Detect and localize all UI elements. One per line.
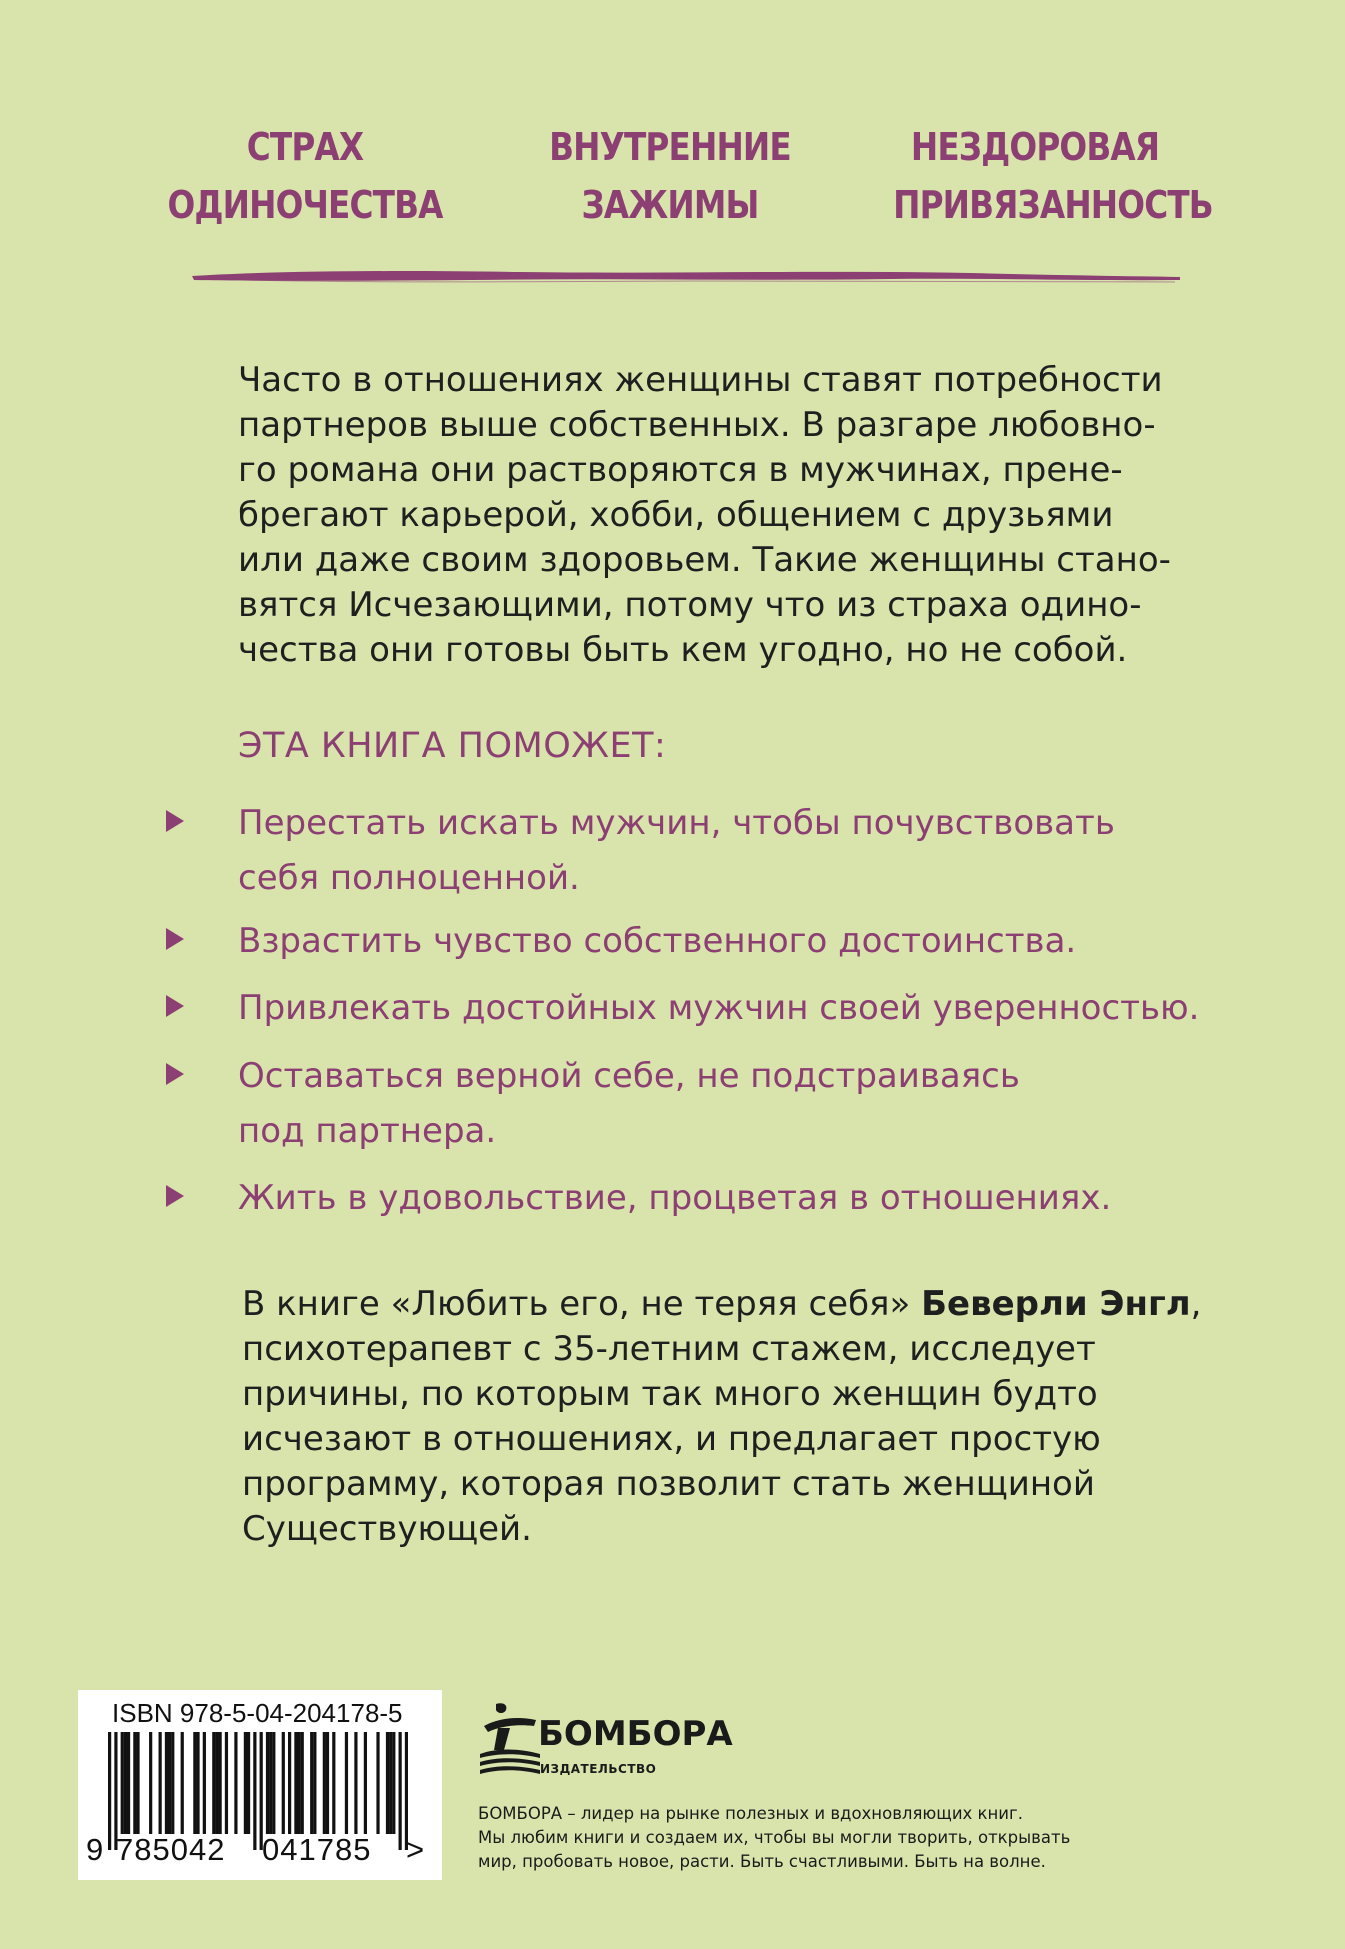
theme-heading-fear-of-loneliness: СТРАХ ОДИНОЧЕСТВА xyxy=(167,125,443,227)
barcode-bar xyxy=(376,1732,379,1834)
triangle-bullet-icon xyxy=(166,1063,184,1085)
barcode-bar xyxy=(301,1732,304,1834)
barcode-bar xyxy=(326,1732,329,1834)
barcode-bar xyxy=(354,1732,357,1834)
barcode-bar xyxy=(399,1732,402,1850)
isbn-number: ISBN 978-5-04-204178-5 xyxy=(112,1698,403,1728)
barcode-bar xyxy=(181,1732,184,1834)
barcode-bar xyxy=(323,1732,326,1834)
barcode-bar xyxy=(225,1732,228,1834)
publisher-block xyxy=(478,1700,1118,1890)
barcode-bar xyxy=(165,1732,168,1834)
barcode-bar xyxy=(234,1732,237,1834)
publisher-name: БОМБОРА xyxy=(538,1714,733,1754)
triangle-bullet-icon xyxy=(166,810,184,832)
barcode-bar xyxy=(294,1732,297,1834)
publisher-subtitle: ИЗДАТЕЛЬСТВО xyxy=(540,1762,657,1776)
barcode-bar xyxy=(124,1732,127,1834)
author-name: Беверли Энгл xyxy=(921,1284,1191,1324)
barcode-bar xyxy=(127,1732,130,1834)
theme-heading-unhealthy-attachment: НЕЗДОРОВАЯ ПРИВЯЗАННОСТЬ xyxy=(893,125,1213,227)
isbn-barcode: ISBN 978-5-04-204178-5 9 785042 041785 > xyxy=(78,1690,442,1880)
barcode-bar xyxy=(310,1732,313,1834)
barcode-bar xyxy=(282,1732,285,1834)
barcode-bar xyxy=(168,1732,171,1834)
triangle-bullet-icon xyxy=(166,1185,184,1207)
barcode-bar xyxy=(253,1732,256,1850)
book-helps-title: ЭТА КНИГА ПОМОЖЕТ: xyxy=(238,726,667,766)
barcode-bar xyxy=(389,1732,392,1834)
barcode-bar xyxy=(266,1732,269,1834)
closing-paragraph: В книге «Любить его, не теряя себя» Беверли Энгл, психотерапевт с 35-летним стажем, исследует причины, по которым так много женщин будто исчезают в отношениях, и предлагает простую программу, которая позволит стать женщиной Существующей. xyxy=(242,1284,1202,1549)
barcode-bar xyxy=(203,1732,206,1834)
barcode-bar xyxy=(149,1732,152,1834)
barcode-bar xyxy=(193,1732,196,1834)
barcode-bar xyxy=(244,1732,247,1834)
barcode-bar xyxy=(219,1732,222,1834)
barcode-bar xyxy=(332,1732,335,1834)
theme-heading-inner-blocks: ВНУТРЕННИЕ ЗАЖИМЫ xyxy=(549,125,791,227)
barcode-bar xyxy=(392,1732,395,1834)
intro-paragraph: Часто в отношениях женщины ставят потребности партнеров выше собственных. В разгаре любовно- го романа они растворяются в мужчинах, прене- брегают карьерой, хобби, общением с друзьями или даже своим здоровьем. Такие женщины стано- вятся Исчезающими, потому что из страха одино- чества они готовы быть кем угодно, но не собой. xyxy=(238,360,1171,670)
brush-stroke-divider xyxy=(190,264,1182,286)
bombora-wave-logo-icon xyxy=(478,1700,544,1776)
barcode-bar xyxy=(386,1732,389,1834)
triangle-bullet-icon xyxy=(166,995,184,1017)
themes-header xyxy=(140,118,1213,238)
barcode-bar xyxy=(272,1732,275,1834)
barcode-bar xyxy=(121,1732,124,1834)
barcode-bar xyxy=(247,1732,250,1834)
barcode-bar xyxy=(133,1732,136,1834)
barcode-bar xyxy=(364,1732,367,1834)
barcode-bar xyxy=(297,1732,300,1834)
barcode-bar xyxy=(288,1732,291,1834)
barcode-bar xyxy=(108,1732,111,1850)
barcode-bar xyxy=(345,1732,348,1834)
publisher-description: БОМБОРА – лидер на рынке полезных и вдохновляющих книг. Мы любим книги и создаем их, чтобы вы могли творить, открывать мир, пробовать новое, расти. Быть счастливыми. Быть на волне. xyxy=(478,1804,1071,1871)
barcode-bar xyxy=(159,1732,162,1834)
barcode-bar xyxy=(212,1732,215,1834)
barcode-bar xyxy=(171,1732,174,1834)
triangle-bullet-icon xyxy=(166,928,184,950)
barcode-bar xyxy=(269,1732,272,1834)
barcode-bar xyxy=(196,1732,199,1834)
barcode-bar xyxy=(215,1732,218,1834)
barcode-bar xyxy=(313,1732,316,1834)
barcode-bar xyxy=(136,1732,139,1834)
